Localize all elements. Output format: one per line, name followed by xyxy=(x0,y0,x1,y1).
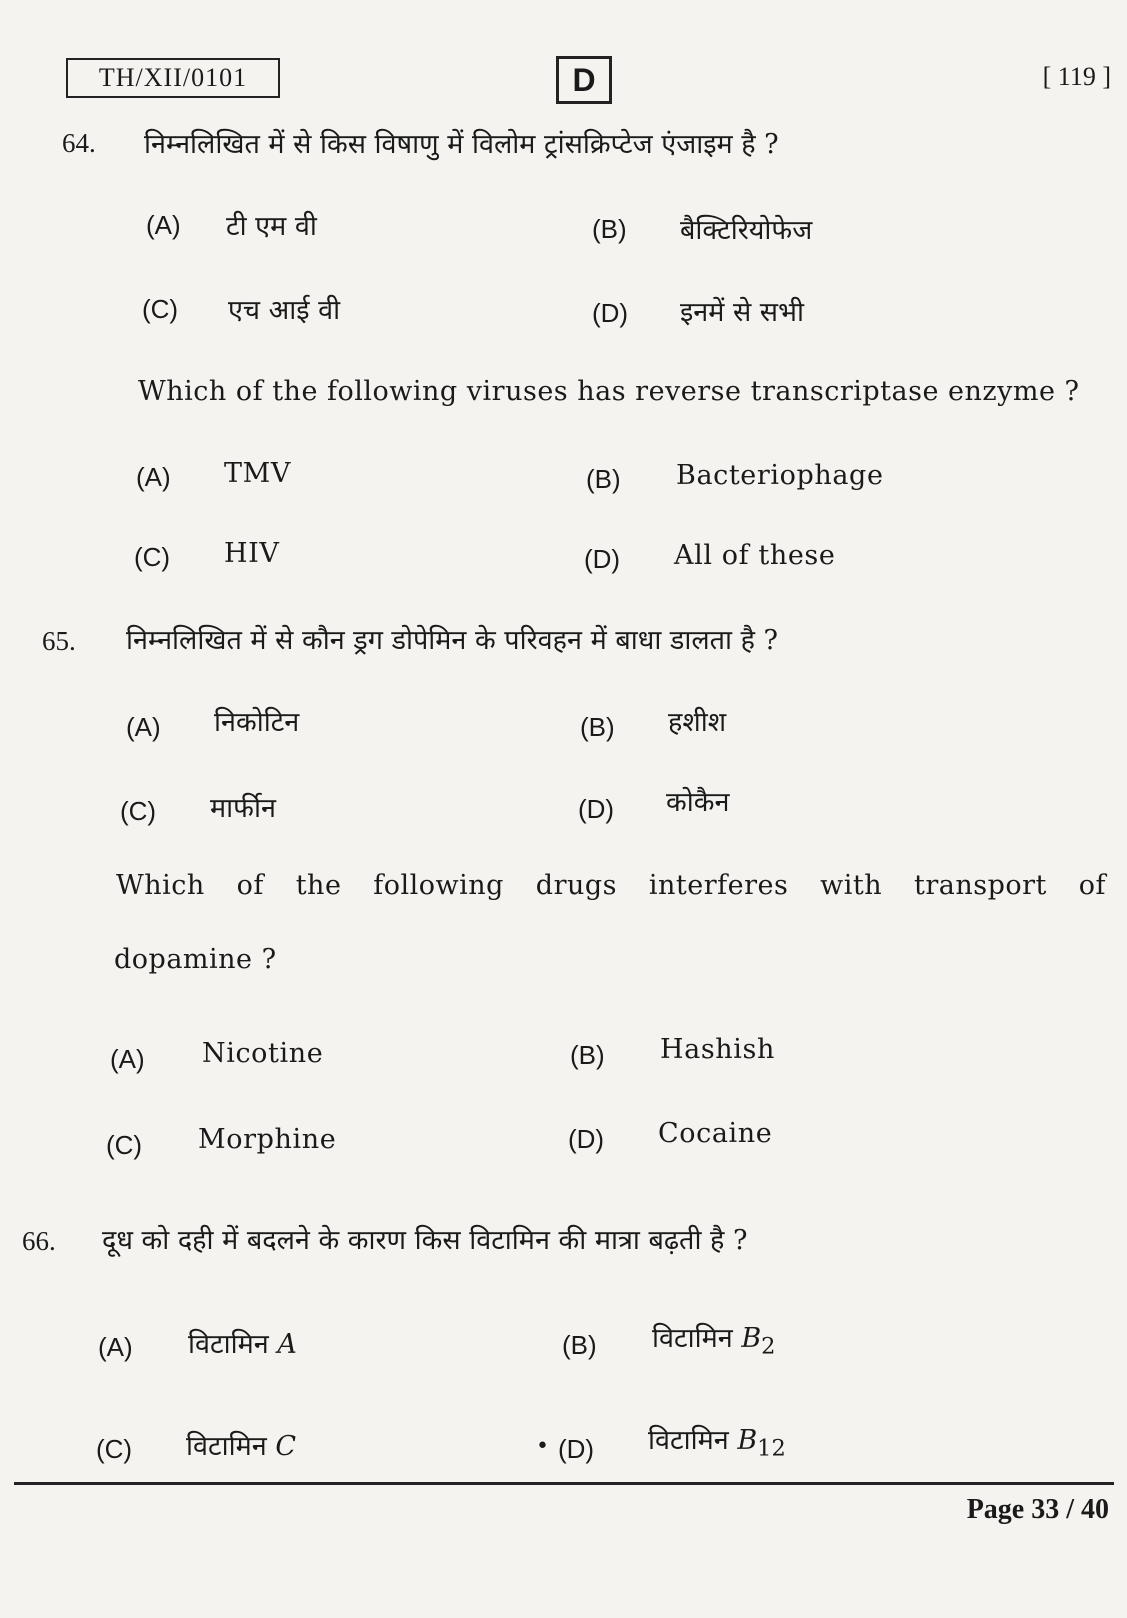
q65-en-word: of xyxy=(1078,870,1106,901)
q64-hi-opt-d: इनमें से सभी xyxy=(680,297,805,328)
q64-hi-opt-c: एच आई वी xyxy=(228,295,341,326)
q64-en-opt-b-label: (B) xyxy=(586,464,621,494)
page-number: Page 33 / 40 xyxy=(966,1494,1109,1525)
q65-en-word: drugs xyxy=(535,870,618,901)
q66-opt-c-text: विटामिन xyxy=(186,1431,276,1462)
q64-hi-opt-c-label: (C) xyxy=(142,294,179,324)
q64-hi-opt-a: टी एम वी xyxy=(226,211,317,242)
q66-opt-b-label: (B) xyxy=(562,1330,597,1360)
q65-english-line1 xyxy=(116,870,1106,901)
q66-opt-a xyxy=(188,1324,297,1361)
q64-en-opt-a: TMV xyxy=(224,458,291,489)
q66-opt-c-label: (C) xyxy=(96,1434,133,1464)
q66-hindi-text: दूध को दही में बदलने के कारण किस विटामिन की मात्रा बढ़ती है ? xyxy=(102,1225,748,1256)
q66-opt-a-label: (A) xyxy=(98,1332,133,1362)
q65-hindi-text: निम्नलिखित में से कौन ड्रग डोपेमिन के परिवहन में बाधा डालता है ? xyxy=(126,625,779,656)
q64-en-opt-b: Bacteriophage xyxy=(676,460,884,491)
q65-en-word: interferes xyxy=(648,870,789,901)
q64-number: 64. xyxy=(62,128,96,158)
q65-en-opt-a: Nicotine xyxy=(202,1038,324,1069)
q65-en-word: following xyxy=(373,870,504,901)
q64-hi-opt-a-label: (A) xyxy=(146,210,181,240)
paper-code: TH/XII/0101 xyxy=(66,58,280,98)
q66-opt-b xyxy=(652,1318,775,1359)
q65-en-word: transport xyxy=(913,870,1047,901)
q66-opt-d-var: B xyxy=(737,1425,758,1456)
q66-opt-c-var: C xyxy=(275,1431,296,1462)
q66-number: 66. xyxy=(22,1226,56,1256)
q65-hi-opt-d: कोकैन xyxy=(666,787,730,818)
q65-en-opt-c: Morphine xyxy=(198,1124,337,1155)
q65-number: 65. xyxy=(42,626,76,656)
q65-hi-opt-d-label: (D) xyxy=(578,794,615,824)
q64-hindi-text: निम्नलिखित में से किस विषाणु में विलोम ट्रांसक्रिप्टेज एंजाइम है ? xyxy=(144,129,779,160)
q65-en-word: with xyxy=(820,870,883,901)
q65-en-word: Which xyxy=(116,870,205,901)
q65-en-opt-d-label: (D) xyxy=(568,1124,605,1154)
q66-opt-a-text: विटामिन xyxy=(188,1329,278,1360)
q66-opt-d xyxy=(648,1420,786,1461)
q65-hi-opt-b: हशीश xyxy=(668,707,727,738)
q64-en-opt-c-label: (C) xyxy=(134,542,171,572)
q66-opt-a-var: A xyxy=(277,1329,297,1360)
q64-english-text: Which of the following viruses has reverse transcriptase enzyme ? xyxy=(138,376,1080,407)
q66-opt-d-sub: 12 xyxy=(757,1435,786,1462)
set-label: D xyxy=(556,56,612,104)
q65-en-opt-d: Cocaine xyxy=(658,1118,773,1149)
q65-en-opt-c-label: (C) xyxy=(106,1130,143,1160)
q64-en-opt-d-label: (D) xyxy=(584,544,621,574)
q65-hi-opt-a: निकोटिन xyxy=(214,707,300,738)
q65-en-opt-b: Hashish xyxy=(660,1034,775,1065)
q64-hi-opt-b: बैक्टिरियोफेज xyxy=(680,215,813,246)
q64-hi-opt-b-label: (B) xyxy=(592,214,627,244)
q65-en-word: of xyxy=(236,870,264,901)
q65-en-opt-a-label: (A) xyxy=(110,1044,145,1074)
q65-hi-opt-c-label: (C) xyxy=(120,796,157,826)
bullet-mark: • xyxy=(536,1434,549,1459)
q65-en-word: the xyxy=(295,870,342,901)
q66-opt-b-sub: 2 xyxy=(761,1333,776,1360)
q65-hi-opt-a-label: (A) xyxy=(126,712,161,742)
q64-en-opt-d: All of these xyxy=(674,540,836,571)
page-serial: [ 119 ] xyxy=(1042,62,1111,91)
q65-hi-opt-c: मार्फीन xyxy=(210,793,276,824)
q66-opt-d-text: विटामिन xyxy=(648,1425,738,1456)
q66-opt-b-text: विटामिन xyxy=(652,1323,742,1354)
q64-en-opt-a-label: (A) xyxy=(136,462,171,492)
q66-opt-d-label: (D) xyxy=(558,1434,595,1464)
q65-en-opt-b-label: (B) xyxy=(570,1040,605,1070)
footer-rule xyxy=(14,1482,1114,1485)
q65-english-line2: dopamine ? xyxy=(114,944,277,975)
q64-hi-opt-d-label: (D) xyxy=(592,298,629,328)
q64-en-opt-c: HIV xyxy=(224,538,280,569)
q66-opt-b-var: B xyxy=(741,1323,762,1354)
q66-opt-c xyxy=(186,1426,296,1463)
q65-hi-opt-b-label: (B) xyxy=(580,712,615,742)
